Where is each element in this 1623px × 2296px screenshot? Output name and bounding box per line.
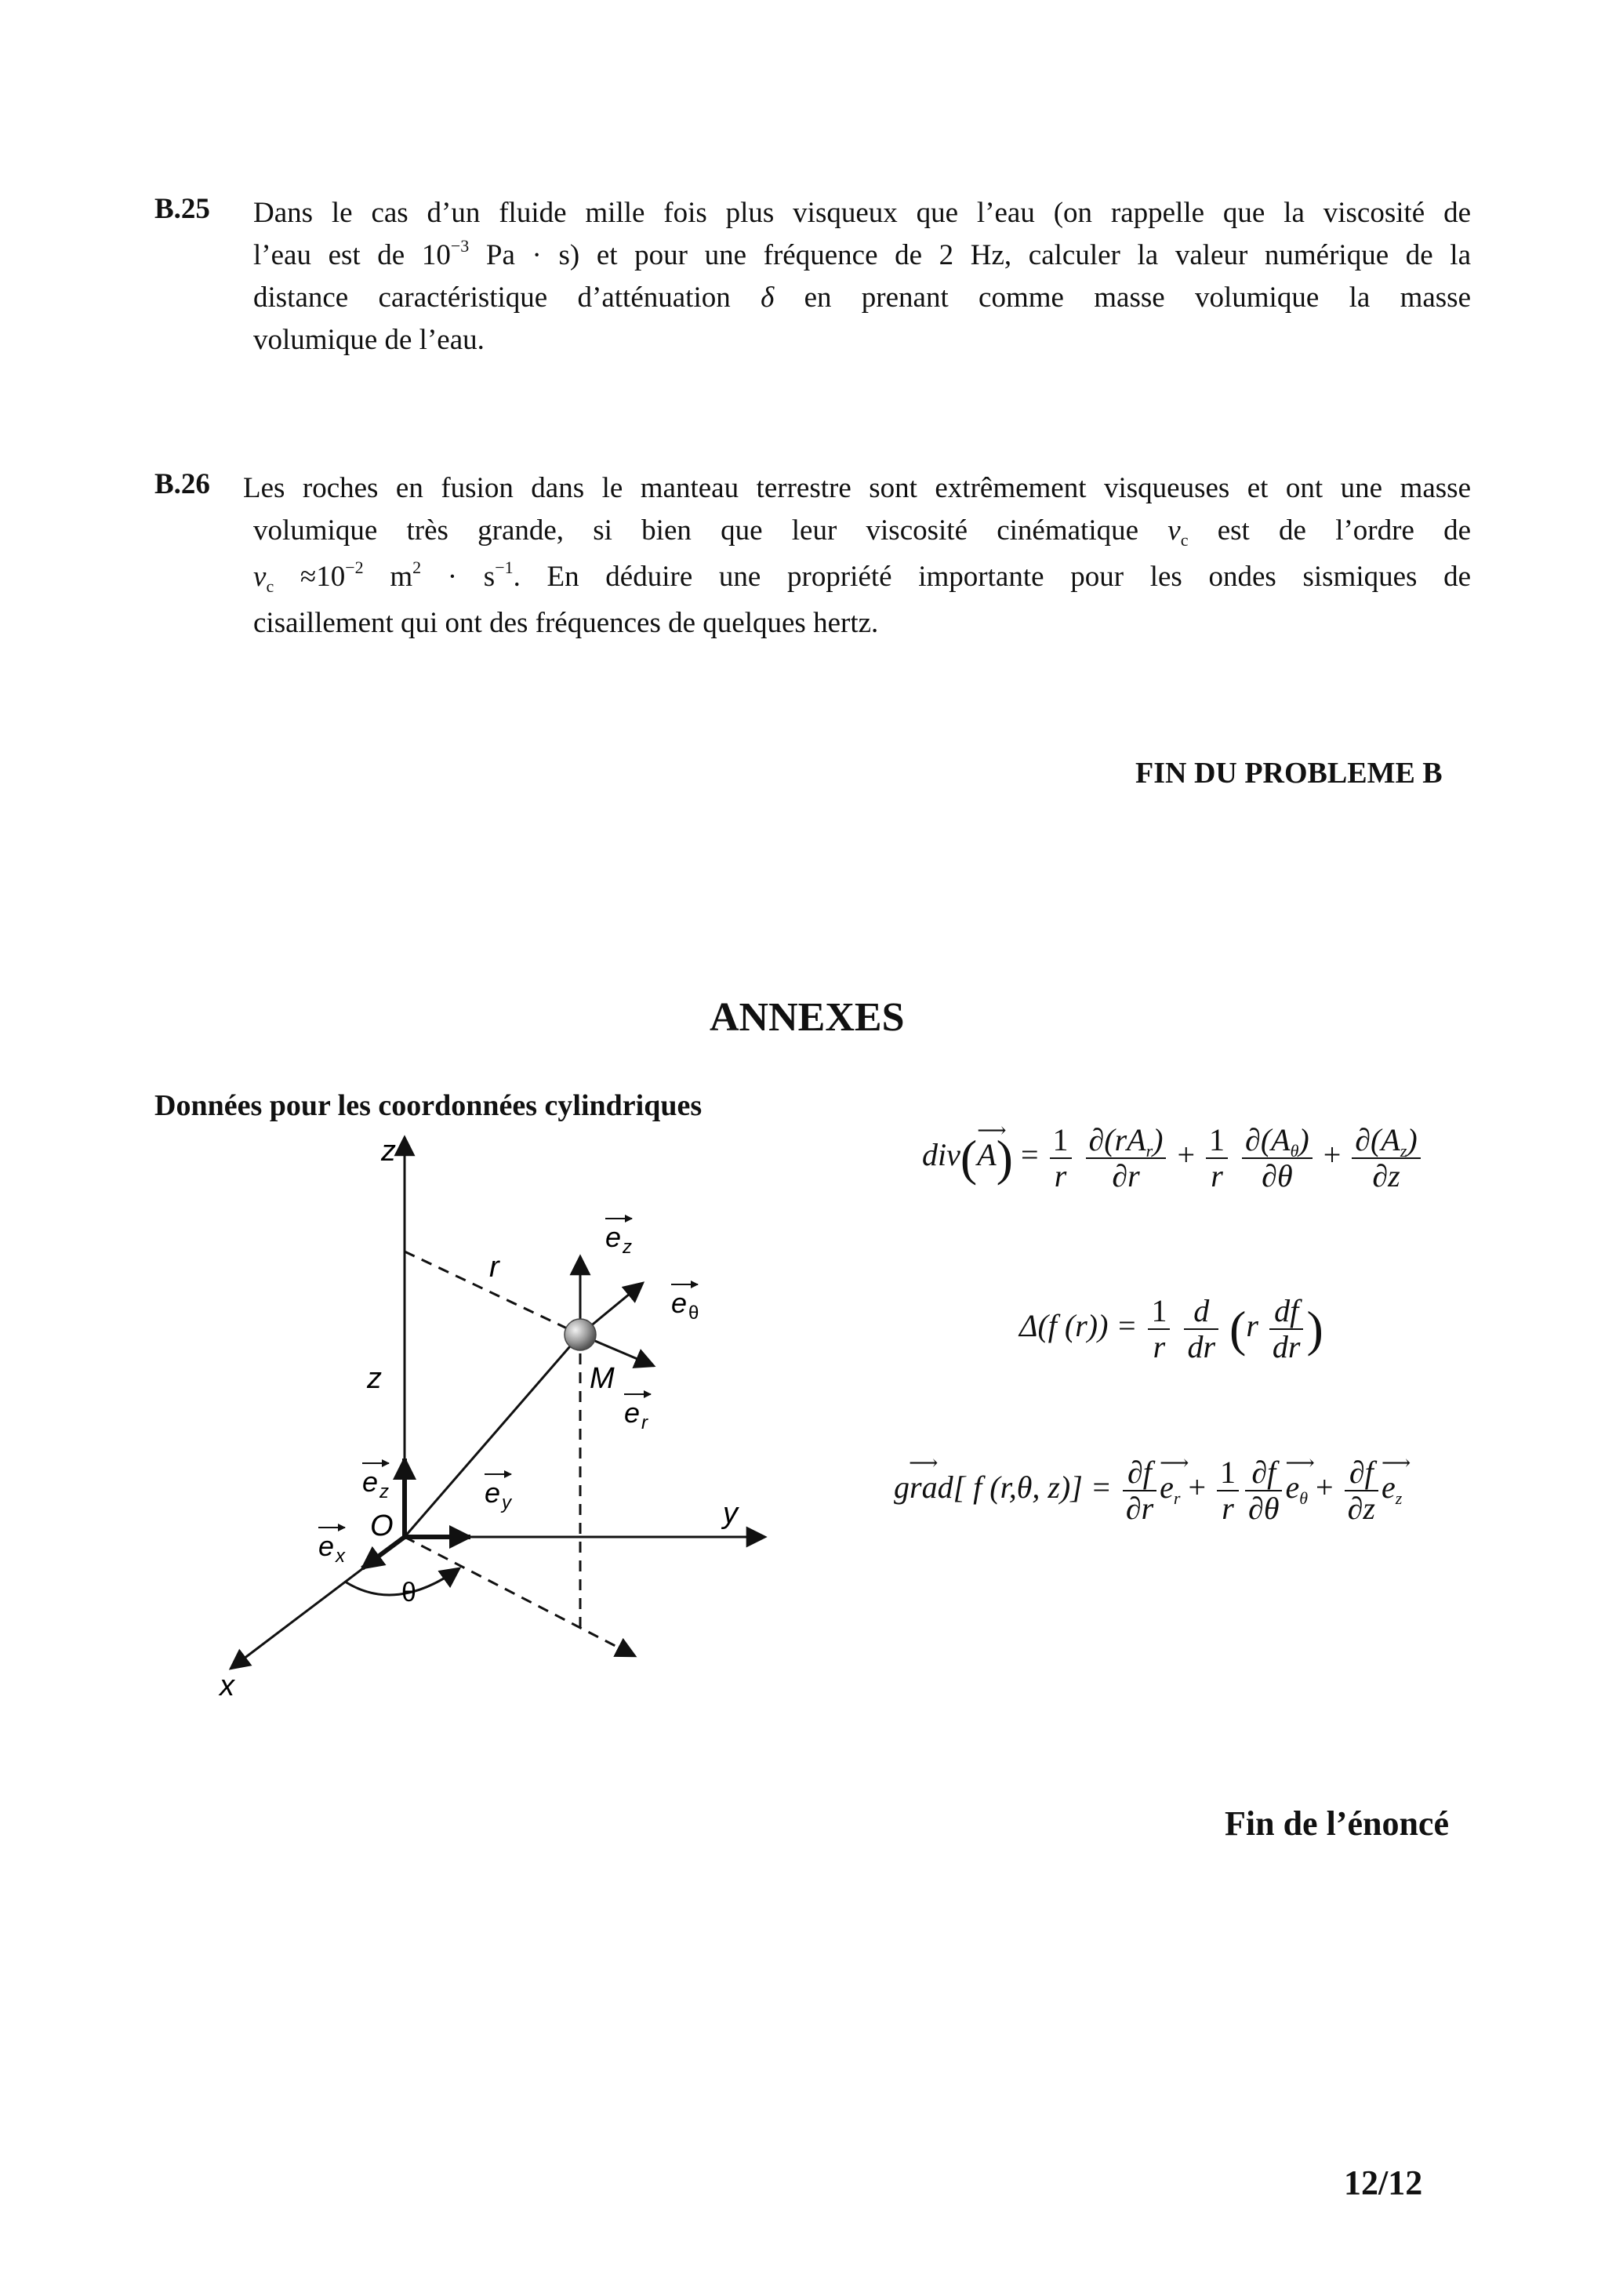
svg-text:z: z bbox=[623, 1237, 632, 1258]
question-text-b26-line1: Les roches en fusion dans le manteau terrestre sont extrêmement visqueuses et ont une masse bbox=[243, 472, 1471, 504]
svg-text:e: e bbox=[605, 1221, 622, 1253]
svg-text:θ: θ bbox=[688, 1302, 699, 1324]
svg-text:e: e bbox=[485, 1477, 501, 1509]
page-number: 12/12 bbox=[1344, 2163, 1423, 2202]
b26-line-4: cisaillement qui ont des fréquences de quelques hertz. bbox=[253, 607, 879, 639]
svg-text:e: e bbox=[624, 1397, 641, 1429]
b25-line-2: l’eau est de $10^{-3}$ Pa · s) et pour une fréquence de 2 Hz, calculer la valeur numérique de la bbox=[253, 236, 1471, 271]
svg-text:x: x bbox=[336, 1546, 345, 1567]
b26-line-2: volumique très grande, si bien que leur viscosité cinématique $\nu_c$ est de l’ordre de bbox=[253, 514, 1472, 550]
x-label: x bbox=[220, 1669, 234, 1702]
svg-text:y: y bbox=[502, 1492, 511, 1513]
b25-line-3: distance caractéristique d’atténuation δ en prenant comme masse volumique la masse bbox=[253, 282, 1471, 314]
annexes-title: ANNEXES bbox=[710, 995, 905, 1040]
svg-text:e: e bbox=[318, 1530, 335, 1562]
point-m bbox=[565, 1319, 596, 1350]
question-text-b26 bbox=[253, 510, 1471, 645]
question-label-b25: B.25 bbox=[154, 193, 210, 225]
laplacian-formula: Δ(f (r)) = $\frac{1}{r}$ $\frac{d}{dr}$ (r $\frac{df}{dr}$ ) bbox=[1019, 1293, 1323, 1364]
delta-symbol: δ bbox=[761, 282, 775, 314]
z-axis-label: z bbox=[381, 1135, 396, 1168]
svg-text:e: e bbox=[362, 1466, 379, 1498]
r-label: r bbox=[489, 1251, 499, 1284]
ey-label bbox=[485, 1474, 513, 1513]
dashed-projection-line bbox=[405, 1537, 635, 1656]
ez-top-label bbox=[605, 1219, 632, 1258]
b25-line-4: volumique de l’eau. bbox=[253, 324, 485, 356]
origin-label: O bbox=[370, 1509, 394, 1542]
b25-line-1: Dans le cas d’un fluide mille fois plus visqueux que l’eau (on rappelle que la viscosité de bbox=[253, 197, 1471, 229]
b26-line-3: $\nu_c \approx 10^{-2}$ $m^2 \cdot s^{-1}$. En déduire une propriété importante pour les ondes sismiques de bbox=[253, 558, 1472, 596]
er-label bbox=[624, 1394, 651, 1433]
end-of-statement: Fin de l’énoncé bbox=[1225, 1804, 1449, 1843]
ez-origin-label bbox=[362, 1463, 389, 1502]
y-label: y bbox=[723, 1497, 738, 1530]
svg-text:e: e bbox=[671, 1287, 688, 1319]
ex-label bbox=[318, 1528, 346, 1567]
theta-label: θ bbox=[401, 1578, 416, 1608]
z-height-label: z bbox=[367, 1362, 382, 1395]
svg-text:z: z bbox=[379, 1481, 389, 1502]
svg-text:r: r bbox=[641, 1412, 648, 1433]
section-title-cylindrical: Données pour les coordonnées cylindriques bbox=[154, 1089, 703, 1122]
divergence-formula: div(⟶ A) = $\frac{1}{r}$ $\frac{\partial(rA_r)}{\partial r}$ + $\frac{1}{r}$ $\frac{\partial(A_\theta)}{\partial\theta}$ + $\frac{\partial(A_z)}{\partial z}$ bbox=[922, 1123, 1424, 1193]
question-text-b25 bbox=[253, 192, 1471, 361]
cylindrical-coordinates-diagram bbox=[196, 1129, 792, 1741]
end-of-problem-b: FIN DU PROBLEME B bbox=[1135, 757, 1443, 790]
gradient-formula: ⟶ grad[ f (r,θ, z)] = $\frac{\partial f}{\partial r}$ ⟶ $e_r$ + $\frac{1}{r}$ $\frac{\partial f}{\partial\theta}$ ⟶ $e_\theta$ + $\frac{\partial f}{\partial z}$ ⟶ $e_z$ bbox=[894, 1455, 1402, 1526]
m-label: M bbox=[590, 1362, 615, 1395]
question-label-b26: B.26 bbox=[154, 468, 210, 500]
etheta-label bbox=[671, 1284, 699, 1324]
